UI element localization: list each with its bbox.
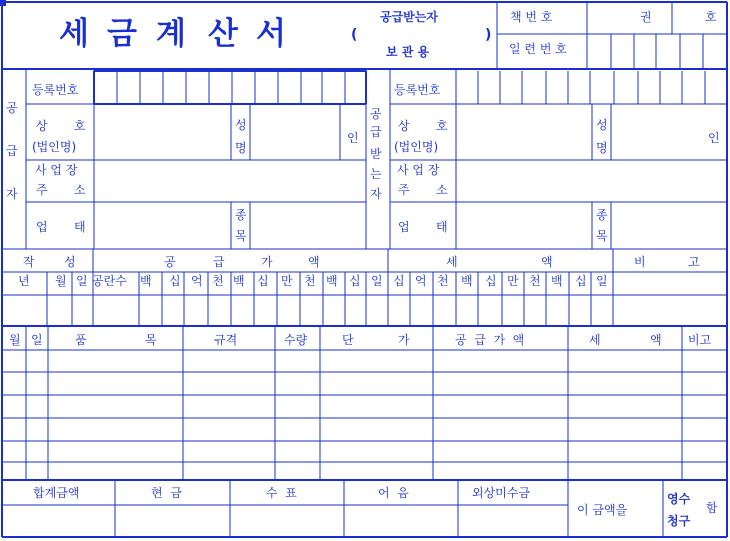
paren-close: ) <box>485 27 492 43</box>
supplier-item-b: 목 <box>235 229 247 243</box>
recipient-name-a: 성 <box>596 118 608 132</box>
supply-digit-10: 십 <box>349 274 361 288</box>
recipient-item-b: 목 <box>596 229 608 243</box>
supplier-business-b: 태 <box>74 220 86 234</box>
supply-amount-char-2: 급 <box>213 255 225 269</box>
supply-digit-1: 백 <box>140 274 152 288</box>
volume-label: 권 <box>640 10 652 24</box>
items-product-char-1: 품 <box>75 333 87 347</box>
supplier-address-b1: 주 <box>36 183 48 197</box>
supply-digit-5: 백 <box>233 274 245 288</box>
supplier-side-3: 자 <box>6 187 18 201</box>
supply-digit-8: 천 <box>304 274 316 288</box>
date-month-label: 월 <box>55 274 67 288</box>
totals-this-amount-label: 이 금액을 <box>577 503 628 517</box>
title-char-5: 서 <box>256 16 286 52</box>
recipient-business-b: 태 <box>436 220 448 234</box>
recipient-name-b: 명 <box>596 141 608 155</box>
tax-digit-9: 십 <box>575 274 587 288</box>
supplier-name-a: 성 <box>235 118 247 132</box>
recipient-address-a: 사 업 장 <box>397 163 440 177</box>
paren-open: ( <box>351 27 358 43</box>
items-supply-amount-label: 공 급 가 액 <box>455 333 525 347</box>
totals-credit-label: 외상미수금 <box>472 486 530 500</box>
items-tax-char-1: 세 <box>589 333 601 347</box>
items-spec-label: 규격 <box>214 333 238 347</box>
tax-digit-3: 천 <box>437 274 449 288</box>
tax-digit-10: 일 <box>596 274 608 288</box>
supplier-business-a: 업 <box>36 220 48 234</box>
recipient-side-1: 공 <box>370 107 382 121</box>
tax-digit-8: 백 <box>551 274 563 288</box>
recipient-company-b: 호 <box>436 119 448 133</box>
totals-claim-label: 청구 <box>667 514 691 528</box>
supplier-side-2: 급 <box>6 144 18 158</box>
items-tax-char-2: 액 <box>650 333 662 347</box>
recipient-company-a: 상 <box>398 119 410 133</box>
serial-number-label: 일 련 번 호 <box>509 42 567 56</box>
tax-digit-4: 백 <box>461 274 473 288</box>
recipient-address-b2: 소 <box>436 183 448 197</box>
supply-digit-9: 백 <box>326 274 338 288</box>
copy-keep-label: 보 관 용 <box>386 45 430 59</box>
recipient-side-3: 받 <box>370 147 382 161</box>
copy-to-label: 공급받는자 <box>380 10 438 24</box>
supply-digit-3: 억 <box>191 274 203 288</box>
supplier-reg-label: 등록번호 <box>32 83 79 97</box>
tax-digit-7: 천 <box>529 274 541 288</box>
supply-digit-6: 십 <box>257 274 269 288</box>
title-char-3: 계 <box>156 16 186 52</box>
supplier-company-a: 상 <box>36 119 48 133</box>
recipient-item-a: 종 <box>596 208 608 222</box>
items-unit-price-char-1: 단 <box>342 333 354 347</box>
recipient-side-5: 자 <box>370 187 382 201</box>
tax-digit-2: 억 <box>415 274 427 288</box>
supplier-address-a: 사 업 장 <box>35 163 78 177</box>
recipient-business-a: 업 <box>398 220 410 234</box>
supply-amount-char-1: 공 <box>164 255 176 269</box>
supply-digit-2: 십 <box>169 274 181 288</box>
title-char-2: 금 <box>107 16 137 52</box>
supply-digit-4: 천 <box>212 274 224 288</box>
supply-amount-char-4: 액 <box>308 255 320 269</box>
items-qty-label: 수량 <box>284 333 308 347</box>
items-month-label: 월 <box>9 333 21 347</box>
note-char-1: 비 <box>634 255 646 269</box>
recipient-side-4: 는 <box>370 167 382 181</box>
totals-note-label: 어 음 <box>378 486 409 500</box>
totals-receipt-label: 영수 <box>667 492 691 506</box>
supplier-name-b: 명 <box>235 141 247 155</box>
supplier-company-sub: (법인명) <box>32 140 77 154</box>
items-product-char-2: 목 <box>145 333 157 347</box>
items-note-label: 비고 <box>688 333 712 347</box>
supply-digit-7: 만 <box>281 274 293 288</box>
supplier-side-1: 공 <box>6 101 18 115</box>
tax-digit-6: 만 <box>507 274 519 288</box>
tax-char-2: 액 <box>541 255 553 269</box>
totals-total-label: 합계금액 <box>33 486 80 500</box>
date-day-label: 일 <box>76 274 88 288</box>
title-char-4: 산 <box>208 16 238 52</box>
tax-char-1: 세 <box>446 255 458 269</box>
supplier-item-a: 종 <box>235 208 247 222</box>
supplier-address-b2: 소 <box>74 183 86 197</box>
items-day-label: 일 <box>31 333 43 347</box>
supplier-seal: 인 <box>347 131 359 145</box>
recipient-seal: 인 <box>708 131 720 145</box>
recipient-reg-label: 등록번호 <box>394 83 441 97</box>
note-char-2: 고 <box>688 255 700 269</box>
totals-suffix-label: 함 <box>706 501 718 515</box>
recipient-address-b1: 주 <box>398 183 410 197</box>
recipient-company-sub: (법인명) <box>394 140 439 154</box>
blank-count-label: 공란수 <box>92 274 127 288</box>
totals-cash-label: 현 금 <box>151 486 182 500</box>
book-number-label: 책 번 호 <box>510 10 553 24</box>
supplier-company-b: 호 <box>74 119 86 133</box>
supply-digit-11: 일 <box>371 274 383 288</box>
recipient-side-2: 급 <box>370 125 382 139</box>
tax-digit-1: 십 <box>393 274 405 288</box>
tax-digit-5: 십 <box>485 274 497 288</box>
supply-amount-char-3: 가 <box>261 255 273 269</box>
date-year-label: 년 <box>18 274 30 288</box>
written-char-1: 작 <box>23 255 35 269</box>
totals-check-label: 수 표 <box>266 486 297 500</box>
title-char-1: 세 <box>59 16 89 52</box>
written-char-2: 성 <box>64 255 76 269</box>
items-unit-price-char-2: 가 <box>398 333 410 347</box>
number-label: 호 <box>705 10 717 24</box>
